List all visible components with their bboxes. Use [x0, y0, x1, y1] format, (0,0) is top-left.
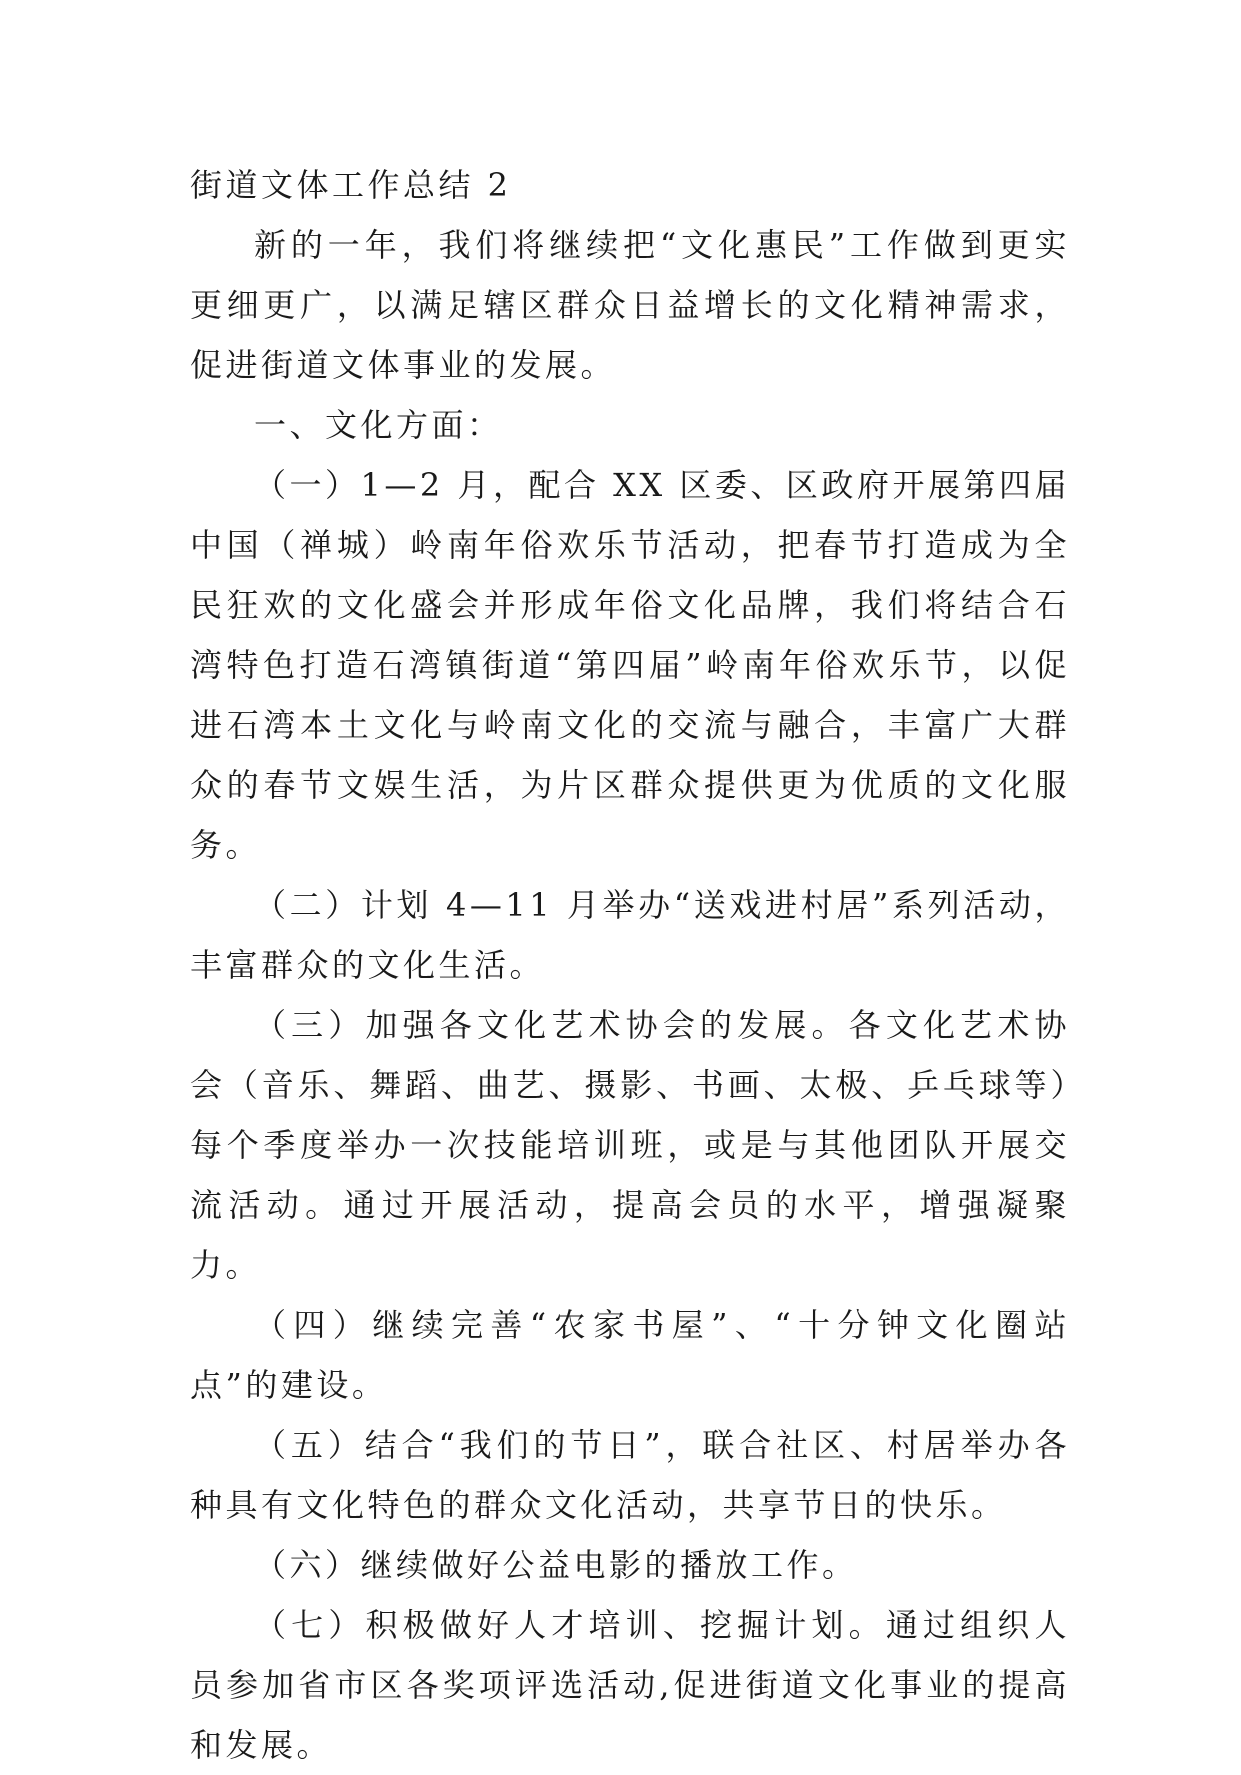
- document-title: 街道文体工作总结 2: [190, 166, 512, 204]
- item-paragraph-1: （一）1—2 月，配合 XX 区委、区政府开展第四届中国（禅城）岭南年俗欢乐节活动，把春节打造成为全民狂欢的文化盛会并形成年俗文化品牌，我们将结合石湾特色打造石湾镇街道“第四届”岭南年俗欢乐节，以促进石湾本土文化与岭南文化的交流与融合，丰富广大群众的春节文娱生活，为片区群众提供更为优质的文化服务。: [190, 466, 1070, 864]
- item-paragraph-6: （六）继续做好公益电影的播放工作。: [254, 1546, 858, 1584]
- intro-paragraph: 新的一年，我们将继续把“文化惠民”工作做到更实更细更广，以满足辖区群众日益增长的文化精神需求，促进街道文体事业的发展。: [190, 226, 1070, 384]
- item-paragraph-5: （五）结合“我们的节日”，联合社区、村居举办各种具有文化特色的群众文化活动，共享节日的快乐。: [190, 1426, 1070, 1524]
- item-paragraph-3: （三）加强各文化艺术协会的发展。各文化艺术协会（音乐、舞蹈、曲艺、摄影、书画、太极、乒乓球等）每个季度举办一次技能培训班，或是与其他团队开展交流活动。通过开展活动，提高会员的水平，增强凝聚力。: [190, 1006, 1070, 1284]
- item-paragraph-4: （四）继续完善“农家书屋”、“十分钟文化圈站点”的建设。: [190, 1306, 1070, 1404]
- section-heading-culture: 一、文化方面：: [254, 406, 503, 444]
- item-paragraph-2: （二）计划 4—11 月举办“送戏进村居”系列活动，丰富群众的文化生活。: [190, 886, 1070, 984]
- document-page: [190, 155, 1070, 1775]
- item-paragraph-7: （七）积极做好人才培训、挖掘计划。通过组织人员参加省市区各奖项评选活动,促进街道文化事业的提高和发展。: [190, 1606, 1070, 1764]
